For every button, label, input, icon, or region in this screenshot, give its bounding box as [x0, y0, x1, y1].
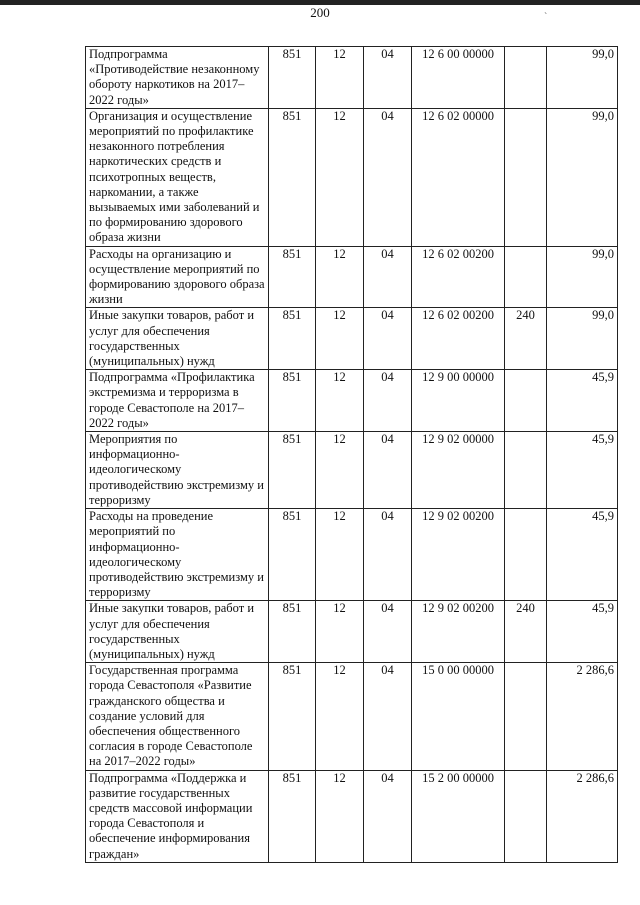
target-article-cell: 12 9 00 00000	[412, 370, 505, 432]
amount-cell: 99,0	[547, 308, 618, 370]
target-article-cell: 12 9 02 00000	[412, 432, 505, 509]
section-code-cell: 12	[316, 509, 364, 601]
table-row	[86, 770, 618, 862]
ved-code-cell: 851	[269, 601, 316, 663]
amount-cell: 45,9	[547, 432, 618, 509]
row-name-cell: Государственная программа города Севастополя «Развитие гражданского общества и создание условий для обеспечения общественного согласия в городе Севастополе на 2017–2022 годы»	[86, 663, 269, 770]
table-row	[86, 601, 618, 663]
subsection-code-cell: 04	[364, 246, 412, 308]
target-article-cell: 12 6 02 00200	[412, 246, 505, 308]
subsection-code-cell: 04	[364, 47, 412, 109]
table-row	[86, 432, 618, 509]
amount-cell: 2 286,6	[547, 663, 618, 770]
table-body	[86, 47, 618, 863]
table-row	[86, 246, 618, 308]
scan-mark: `	[544, 12, 548, 23]
amount-cell: 45,9	[547, 601, 618, 663]
expense-type-cell	[505, 770, 547, 862]
row-name-cell: Иные закупки товаров, работ и услуг для обеспечения государственных (муниципальных) нужд	[86, 601, 269, 663]
ved-code-cell: 851	[269, 108, 316, 246]
ved-code-cell: 851	[269, 47, 316, 109]
table-row	[86, 47, 618, 109]
amount-cell: 45,9	[547, 509, 618, 601]
ved-code-cell: 851	[269, 509, 316, 601]
section-code-cell: 12	[316, 601, 364, 663]
expense-type-cell	[505, 663, 547, 770]
expense-type-cell	[505, 108, 547, 246]
target-article-cell: 15 0 00 00000	[412, 663, 505, 770]
page-number: 200	[310, 5, 330, 20]
budget-table	[85, 46, 618, 863]
ved-code-cell: 851	[269, 308, 316, 370]
ved-code-cell: 851	[269, 663, 316, 770]
expense-type-cell: 240	[505, 601, 547, 663]
ved-code-cell: 851	[269, 770, 316, 862]
amount-cell: 2 286,6	[547, 770, 618, 862]
section-code-cell: 12	[316, 663, 364, 770]
row-name-cell: Подпрограмма «Профилактика экстремизма и терроризма в городе Севастополе на 2017–2022 годы»	[86, 370, 269, 432]
target-article-cell: 12 9 02 00200	[412, 509, 505, 601]
expense-type-cell	[505, 246, 547, 308]
section-code-cell: 12	[316, 370, 364, 432]
table-row	[86, 108, 618, 246]
subsection-code-cell: 04	[364, 308, 412, 370]
table-row	[86, 509, 618, 601]
target-article-cell: 12 6 00 00000	[412, 47, 505, 109]
target-article-cell: 12 9 02 00200	[412, 601, 505, 663]
expense-type-cell	[505, 509, 547, 601]
row-name-cell: Расходы на организацию и осуществление мероприятий по формированию здорового образа жизни	[86, 246, 269, 308]
ved-code-cell: 851	[269, 370, 316, 432]
section-code-cell: 12	[316, 246, 364, 308]
subsection-code-cell: 04	[364, 370, 412, 432]
row-name-cell: Подпрограмма «Противодействие незаконному обороту наркотиков на 2017–2022 годы»	[86, 47, 269, 109]
amount-cell: 99,0	[547, 47, 618, 109]
target-article-cell: 12 6 02 00000	[412, 108, 505, 246]
ved-code-cell: 851	[269, 246, 316, 308]
section-code-cell: 12	[316, 308, 364, 370]
target-article-cell: 12 6 02 00200	[412, 308, 505, 370]
row-name-cell: Расходы на проведение мероприятий по информационно-идеологическому противодействию экстремизму и терроризму	[86, 509, 269, 601]
expense-type-cell: 240	[505, 308, 547, 370]
section-code-cell: 12	[316, 47, 364, 109]
table-row	[86, 663, 618, 770]
subsection-code-cell: 04	[364, 601, 412, 663]
amount-cell: 45,9	[547, 370, 618, 432]
table-row	[86, 370, 618, 432]
amount-cell: 99,0	[547, 108, 618, 246]
section-code-cell: 12	[316, 108, 364, 246]
row-name-cell: Подпрограмма «Поддержка и развитие государственных средств массовой информации города Севастополя и обеспечение информирования граждан»	[86, 770, 269, 862]
row-name-cell: Организация и осуществление мероприятий по профилактике незаконного потребления наркотических средств и психотропных веществ, наркомании, а также вызываемых ими заболеваний и по формированию здорового образа жизни	[86, 108, 269, 246]
section-code-cell: 12	[316, 432, 364, 509]
row-name-cell: Мероприятия по информационно-идеологическому противодействию экстремизму и терроризму	[86, 432, 269, 509]
row-name-cell: Иные закупки товаров, работ и услуг для обеспечения государственных (муниципальных) нужд	[86, 308, 269, 370]
expense-type-cell	[505, 370, 547, 432]
expense-type-cell	[505, 432, 547, 509]
subsection-code-cell: 04	[364, 509, 412, 601]
amount-cell: 99,0	[547, 246, 618, 308]
expense-type-cell	[505, 47, 547, 109]
target-article-cell: 15 2 00 00000	[412, 770, 505, 862]
table-row	[86, 308, 618, 370]
subsection-code-cell: 04	[364, 663, 412, 770]
subsection-code-cell: 04	[364, 108, 412, 246]
ved-code-cell: 851	[269, 432, 316, 509]
subsection-code-cell: 04	[364, 770, 412, 862]
subsection-code-cell: 04	[364, 432, 412, 509]
section-code-cell: 12	[316, 770, 364, 862]
